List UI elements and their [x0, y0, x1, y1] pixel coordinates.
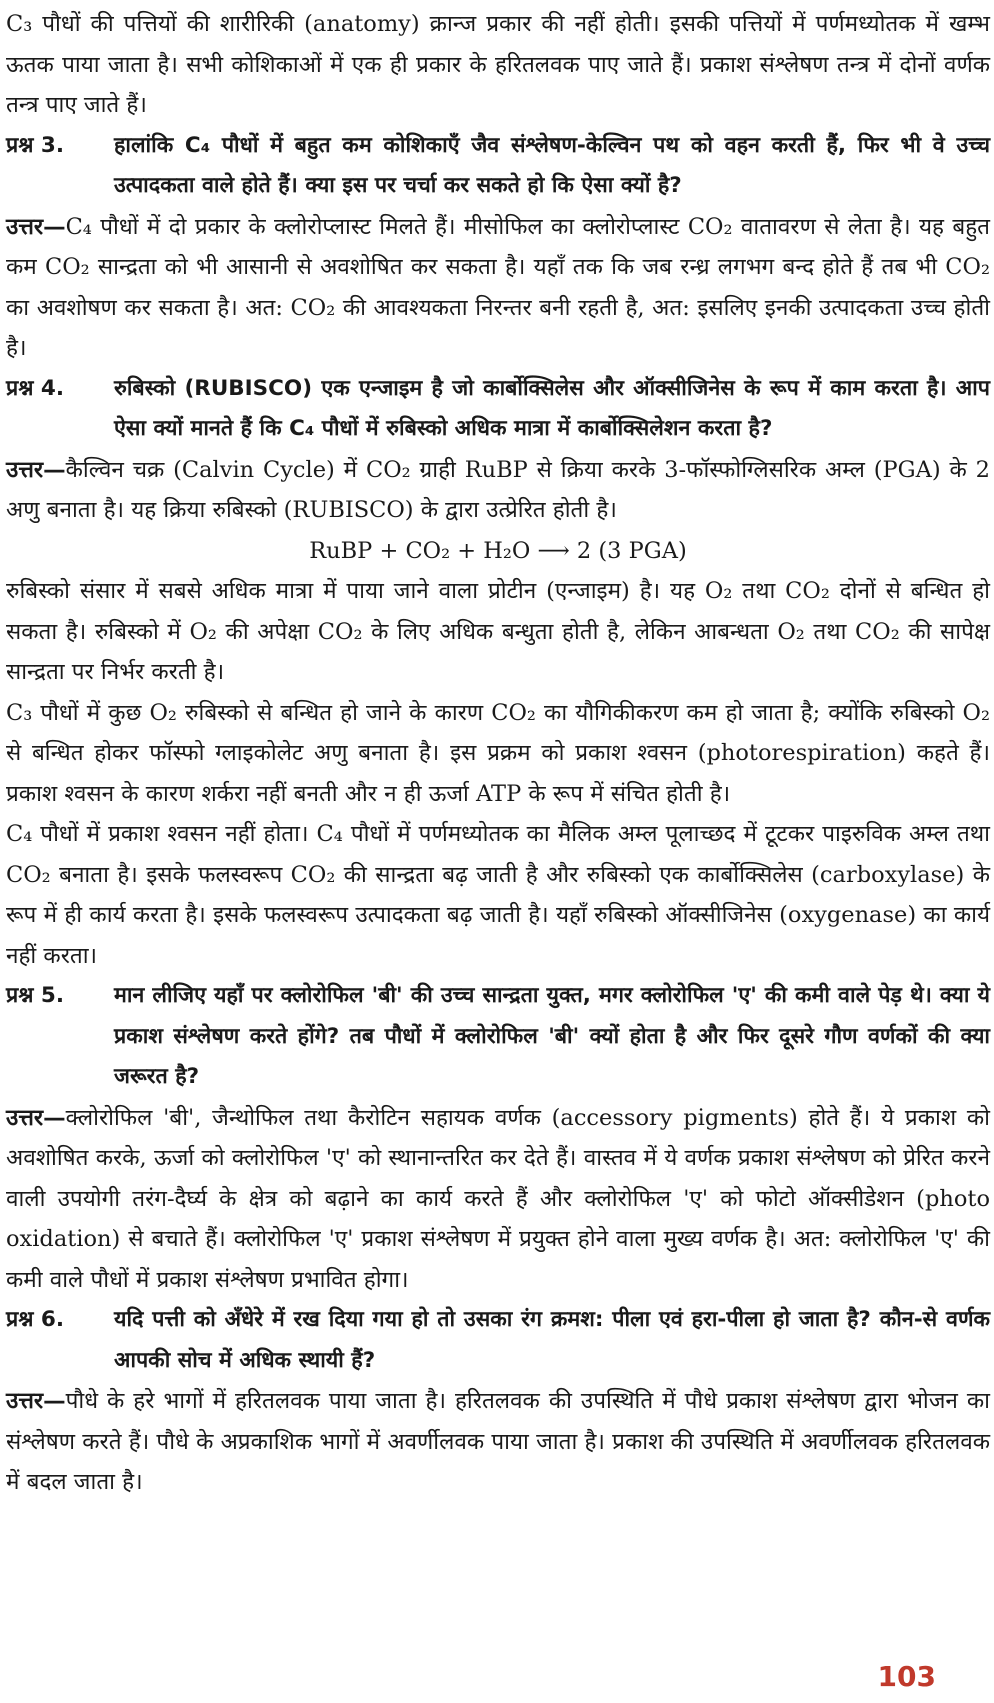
answer-label: उत्तर—: [6, 213, 66, 240]
answer-5-text: क्लोरोफिल 'बी', जैन्थोफिल तथा कैरोटिन सहायक वर्णक (accessory pigments) होते हैं। ये प्रकाश को अवशोषित करके, ऊर्जा को क्लोरोफिल 'ए' को स्थानान्तरित कर देते हैं। वास्तव में ये वर्णक प्रकाश संश्लेषण को प्रेरित करने वाली उपयोगी तरंग-दैर्घ्य के क्षेत्र को बढ़ाने का कार्य करते हैं और क्लोरोफिल 'ए' को फोटो ऑक्सीडेशन (photo oxidation) से बचाते हैं। क्लोरोफिल 'ए' प्रकाश संश्लेषण में प्रयुक्त होने वाला मुख्य वर्णक है। अत: क्लोरोफिल 'ए' की कमी वाले पौधों में प्रकाश संश्लेषण प्रभावित होगा।: [6, 1104, 990, 1293]
answer-4-paragraph-2: C₃ पौधों में कुछ O₂ रुबिस्को से बन्धित हो जाने के कारण CO₂ का यौगिकीकरण कम हो जाता है; क्योंकि रुबिस्को O₂ से बन्धित होकर फॉस्फो ग्लाइकोलेट अणु बनाता है। इस प्रक्रम को प्रकाश श्वसन (photorespiration) कहते हैं। प्रकाश श्वसन के कारण शर्करा नहीं बनती और न ही ऊर्जा ATP के रूप में संचित होती है।: [6, 699, 990, 807]
answer-label: उत्तर—: [6, 1388, 66, 1414]
question-4: [6, 369, 990, 450]
question-3-number: प्रश्न 3.: [6, 132, 65, 158]
question-4-text: रुबिस्को (RUBISCO) एक एन्जाइम है जो कार्बोक्सिलेस और ऑक्सीजिनेस के रूप में काम करता है। आप ऐसा क्यों मानते हैं कि C₄ पौधों में रुबिस्को अधिक मात्रा में कार्बोक्सिलेशन करता है?: [114, 375, 990, 441]
question-6: [6, 1300, 990, 1381]
question-5-number: प्रश्न 5.: [6, 983, 65, 1008]
answer-label: उत्तर—: [6, 1104, 66, 1131]
answer-4: [6, 450, 990, 531]
question-3-text: हालांकि C₄ पौधों में बहुत कम कोशिकाएँ जैव संश्लेषण-केल्विन पथ को वहन करती हैं, फिर भी वे उच्च उत्पादकता वाले होते हैं। क्या इस पर चर्चा कर सकते हो कि ऐसा क्यों है?: [114, 132, 990, 198]
intro-paragraph: C₃ पौधों की पत्तियों की शारीरिकी (anatomy) क्रान्ज प्रकार की नहीं होती। इसकी पत्तियों में पर्णमध्योतक में खम्भ ऊतक पाया जाता है। सभी कोशिकाओं में एक ही प्रकार के हरितलवक पाए जाते हैं। प्रकाश संश्लेषण तन्त्र में दोनों वर्णक तन्त्र पाए जाते हैं।: [6, 11, 990, 118]
answer-5: [6, 1098, 990, 1301]
answer-4-paragraph-1: रुबिस्को संसार में सबसे अधिक मात्रा में पाया जाने वाला प्रोटीन (एन्जाइम) है। यह O₂ तथा CO₂ दोनों से बन्धित हो सकता है। रुबिस्को में O₂ की अपेक्षा CO₂ के लिए अधिक बन्धुता होती है, लेकिन आबन्धता O₂ तथा CO₂ की सापेक्ष सान्द्रता पर निर्भर करती है।: [6, 578, 990, 685]
question-3: [6, 126, 990, 207]
question-6-number: प्रश्न 6.: [6, 1307, 65, 1332]
question-6-text: यदि पत्ती को अँधेरे में रख दिया गया हो तो उसका रंग क्रमश: पीला एवं हरा-पीला हो जाता है? कौन-से वर्णक आपकी सोच में अधिक स्थायी हैं?: [114, 1307, 990, 1373]
question-4-number: प्रश्न 4.: [6, 375, 65, 401]
answer-4-paragraph-3: C₄ पौधों में प्रकाश श्वसन नहीं होता। C₄ पौधों में पर्णमध्योतक का मैलिक अम्ल पूलाच्छद में टूटकर पाइरुविक अम्ल तथा CO₂ बनाता है। इसके फलस्वरूप CO₂ की सान्द्रता बढ़ जाती है और रुबिस्को एक कार्बोक्सिलेस (carboxylase) के रूप में ही कार्य करता है। इसके फलस्वरूप उत्पादकता बढ़ जाती है। यहाँ रुबिस्को ऑक्सीजिनेस (oxygenase) का कार्य नहीं करता।: [6, 821, 990, 969]
answer-3: [6, 207, 990, 369]
answer-6-text: पौधे के हरे भागों में हरितलवक पाया जाता है। हरितलवक की उपस्थिति में पौधे प्रकाश संश्लेषण द्वारा भोजन का संश्लेषण करते हैं। पौधे के अप्रकाशिक भागों में अवर्णीलवक पाया जाता है। प्रकाश की उपस्थिति में अवर्णीलवक हरितलवक में बदल जाता है।: [6, 1388, 990, 1495]
question-5-text: मान लीजिए यहाँ पर क्लोरोफिल 'बी' की उच्च सान्द्रता युक्त, मगर क्लोरोफिल 'ए' की कमी वाले पेड़ थे। क्या ये प्रकाश संश्लेषण करते होंगे? तब पौधों में क्लोरोफिल 'बी' क्यों होता है और फिर दूसरे गौण वर्णकों की क्या जरूरत है?: [114, 983, 990, 1089]
document-page: [6, 4, 990, 1503]
answer-3-text: C₄ पौधों में दो प्रकार के क्लोरोप्लास्ट मिलते हैं। मीसोफिल का क्लोरोप्लास्ट CO₂ वातावरण से लेता है। यह बहुत कम CO₂ सान्द्रता को भी आसानी से अवशोषित कर सकता है। यहाँ तक कि जब रन्ध्र लगभग बन्द होते हैं तब भी CO₂ का अवशोषण कर सकता है। अत: CO₂ की आवश्यकता निरन्तर बनी रहती है, अत: इसलिए इनकी उत्पादकता उच्च होती है।: [6, 213, 990, 361]
answer-6: [6, 1381, 990, 1503]
equation: RuBP + CO₂ + H₂O ⟶ 2 (3 PGA): [309, 537, 687, 564]
answer-4-text: कैल्विन चक्र (Calvin Cycle) में CO₂ ग्राही RuBP से क्रिया करके 3-फॉस्फोग्लिसरिक अम्ल (PGA) के 2 अणु बनाता है। यह क्रिया रुबिस्को (RUBISCO) के द्वारा उत्प्रेरित होती है।: [6, 456, 990, 523]
page-number: 103: [877, 1660, 936, 1693]
question-5: [6, 976, 990, 1098]
answer-label: उत्तर—: [6, 456, 66, 483]
